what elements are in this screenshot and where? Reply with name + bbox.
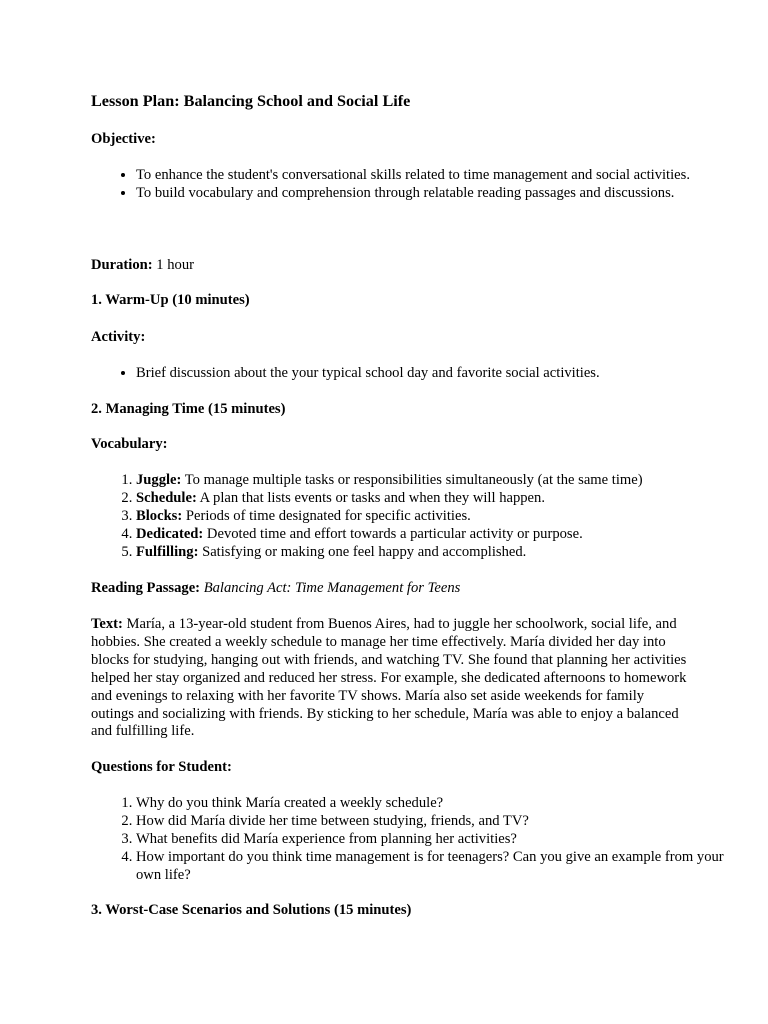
questions-heading: Questions for Student:	[91, 759, 232, 775]
vocab-definition: To manage multiple tasks or responsibilities simultaneously (at the same time)	[181, 472, 643, 488]
worst-case-heading: 3. Worst-Case Scenarios and Solutions (15 minutes)	[91, 902, 412, 918]
vocab-item	[136, 526, 732, 544]
reading-passage-line	[91, 580, 687, 598]
vocab-term: Schedule:	[136, 489, 197, 506]
activity-list	[91, 365, 732, 383]
objective-item: • To enhance the student's conversational skills related to time management and social activities.	[136, 167, 732, 185]
objective-list	[91, 167, 732, 203]
duration-line	[91, 257, 687, 275]
question-item: 2. How did María divide her time between studying, friends, and TV?	[136, 813, 732, 831]
duration-value: 1 hour	[152, 257, 194, 273]
reading-passage-title: Balancing Act: Time Management for Teens	[200, 580, 461, 596]
vocab-item	[136, 490, 732, 508]
question-item: 1. Why do you think María created a weekly schedule?	[136, 795, 732, 813]
passage-text	[91, 616, 687, 741]
passage-text-label: Text:	[91, 616, 123, 632]
vocab-term: Juggle:	[136, 472, 182, 488]
vocab-item	[136, 472, 732, 490]
vocab-term: Dedicated:	[136, 525, 204, 542]
question-item: 3. What benefits did María experience from planning her activities?	[136, 831, 732, 849]
duration-label: Duration:	[91, 257, 153, 273]
reading-passage-label: Reading Passage:	[91, 580, 201, 596]
objective-heading: Objective:	[91, 131, 156, 147]
document-title: Lesson Plan: Balancing School and Social Life	[91, 92, 411, 110]
vocab-definition: Devoted time and effort towards a particular activity or purpose.	[203, 525, 583, 542]
vocab-term: Blocks:	[136, 507, 183, 524]
activity-heading: Activity:	[91, 329, 146, 345]
vocabulary-list	[91, 472, 732, 562]
question-item: 4. How important do you think time management is for teenagers? Can you give an example from your own life?	[136, 849, 732, 885]
vocab-term: Fulfilling:	[136, 543, 199, 560]
objective-item: • To build vocabulary and comprehension through relatable reading passages and discussions.	[136, 185, 732, 203]
vocab-item	[136, 508, 732, 526]
vocab-definition: Satisfying or making one feel happy and accomplished.	[198, 543, 527, 560]
vocab-definition: Periods of time designated for specific activities.	[182, 507, 471, 524]
vocab-item	[136, 544, 732, 562]
vocab-definition: A plan that lists events or tasks and when they will happen.	[196, 489, 545, 506]
questions-list	[91, 795, 732, 885]
passage-text-body: María, a 13-year-old student from Buenos Aires, had to juggle her schoolwork, social life, and hobbies. She created a weekly schedule to manage her time effectively. María divided her day into blocks for studying, hanging out with friends, and watching TV. She found that planning her activities helped her stay organized and reduced her stress. For example, she dedicated afternoons to homework and evenings to relaxing with her favorite TV shows. María also set aside weekends for family outings and socializing with friends. By sticking to her schedule, María was able to enjoy a balanced and fulfilling life.	[91, 616, 687, 740]
activity-item: • Brief discussion about the your typical school day and favorite social activities.	[136, 365, 732, 383]
managing-time-heading: 2. Managing Time (15 minutes)	[91, 401, 286, 417]
vocabulary-heading: Vocabulary:	[91, 436, 168, 452]
warmup-heading: 1. Warm-Up (10 minutes)	[91, 292, 250, 308]
